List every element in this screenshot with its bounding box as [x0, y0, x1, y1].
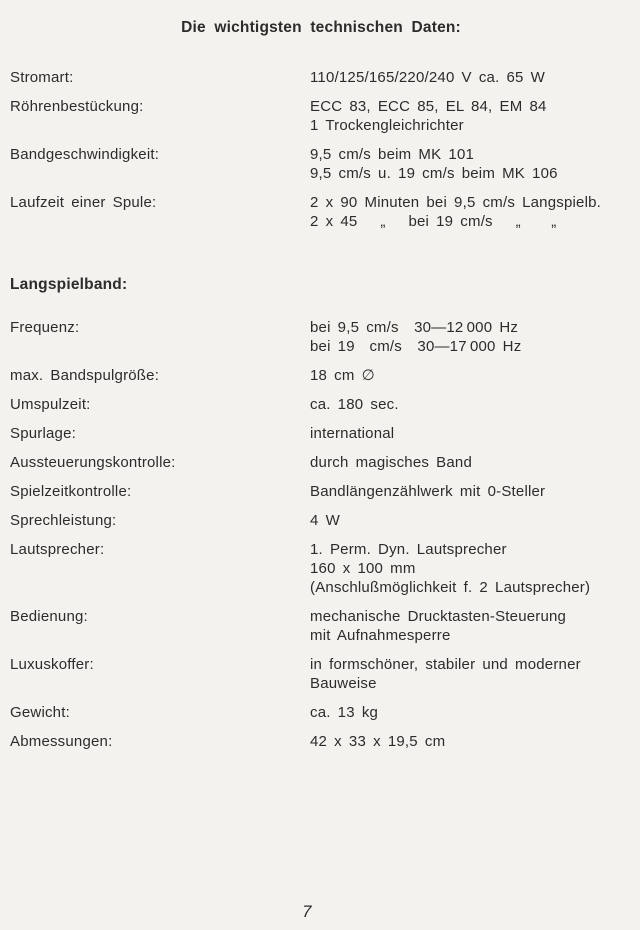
spec-row — [10, 395, 632, 414]
spec-value — [310, 395, 632, 414]
spec-value-line: 9,5 cm/s u. 19 cm/s beim MK 106 — [310, 165, 558, 182]
spec-value — [310, 540, 632, 597]
spec-label: Spurlage: — [10, 425, 77, 442]
section-heading: Langspielband: — [10, 276, 128, 293]
spec-value-line: Bandlängenzählwerk mit 0-Steller — [310, 483, 546, 500]
spec-row — [10, 482, 632, 501]
spec-value-line: 160 x 100 mm — [310, 560, 416, 577]
spec-value-line: ECC 83, ECC 85, EL 84, EM 84 — [310, 98, 547, 115]
spec-value-line: bei 19 cm/s 30—17 000 Hz — [310, 338, 522, 355]
spec-label: Umspulzeit: — [10, 396, 91, 413]
spec-value — [310, 482, 632, 501]
spec-value-line: Bauweise — [310, 675, 377, 692]
spec-label: Stromart: — [10, 69, 74, 86]
spec-value-line: 4 W — [310, 512, 340, 529]
spec-value — [310, 318, 632, 356]
spec-value-line: 1. Perm. Dyn. Lautsprecher — [310, 541, 507, 558]
spec-value-line: 2 x 45 „ bei 19 cm/s „ „ — [310, 213, 557, 230]
spec-value-line: 1 Trockengleichrichter — [310, 117, 464, 134]
spec-value-line: mit Aufnahmesperre — [310, 627, 451, 644]
spec-value-line: 42 x 33 x 19,5 cm — [310, 733, 446, 750]
spec-row — [10, 145, 632, 183]
spec-row — [10, 607, 632, 645]
spec-value — [310, 97, 632, 135]
spec-row — [10, 540, 632, 597]
spec-value-line: bei 9,5 cm/s 30—12 000 Hz — [310, 319, 519, 336]
spec-row — [10, 424, 632, 443]
spec-value — [310, 145, 632, 183]
spec-value-line: international — [310, 425, 395, 442]
spec-label: Aussteuerungskontrolle: — [10, 454, 176, 471]
spec-label: Abmessungen: — [10, 733, 113, 750]
spec-row — [10, 655, 632, 693]
spec-value — [310, 655, 632, 693]
spec-row — [10, 366, 632, 385]
spec-value-line: (Anschlußmöglichkeit f. 2 Lautsprecher) — [310, 579, 591, 596]
spec-row — [10, 97, 632, 135]
spec-label: Luxuskoffer: — [10, 656, 94, 673]
spec-value-line: in formschöner, stabiler und moderner — [310, 656, 581, 673]
spec-label: Lautsprecher: — [10, 541, 105, 558]
spec-label: Röhrenbestückung: — [10, 98, 144, 115]
page-title: Die wichtigsten technischen Daten: — [181, 19, 461, 36]
spec-label: Frequenz: — [10, 319, 80, 336]
spec-label: Sprechleistung: — [10, 512, 117, 529]
spec-row — [10, 703, 632, 722]
spec-label: Bandgeschwindigkeit: — [10, 146, 160, 163]
spec-row — [10, 68, 632, 87]
spec-value-line: 9,5 cm/s beim MK 101 — [310, 146, 475, 163]
page-number: 7 — [302, 903, 312, 921]
spec-label: Bedienung: — [10, 608, 88, 625]
spec-value-line: durch magisches Band — [310, 454, 472, 471]
spec-value — [310, 732, 632, 751]
spec-value-line: mechanische Drucktasten-Steuerung — [310, 608, 567, 625]
spec-row — [10, 732, 632, 751]
spec-row — [10, 511, 632, 530]
spec-sections — [10, 68, 632, 751]
spec-value — [310, 424, 632, 443]
spec-row — [10, 318, 632, 356]
spec-value-line: ca. 13 kg — [310, 704, 379, 721]
spec-label: Spielzeitkontrolle: — [10, 483, 132, 500]
spec-value — [310, 607, 632, 645]
spec-value — [310, 193, 632, 231]
spec-label: max. Bandspulgröße: — [10, 367, 160, 384]
spec-value — [310, 453, 632, 472]
spec-value — [310, 366, 632, 385]
spec-value-line: 18 cm ∅ — [310, 367, 375, 384]
spec-label: Laufzeit einer Spule: — [10, 194, 157, 211]
spec-value — [310, 511, 632, 530]
spec-value — [310, 703, 632, 722]
spec-value-line: 110/125/165/220/240 V ca. 65 W — [310, 69, 546, 86]
spec-row — [10, 193, 632, 231]
spec-label: Gewicht: — [10, 704, 70, 721]
spec-row — [10, 453, 632, 472]
spec-value-line: 2 x 90 Minuten bei 9,5 cm/s Langspielb. — [310, 194, 602, 211]
spec-value — [310, 68, 632, 87]
spec-value-line: ca. 180 sec. — [310, 396, 399, 413]
